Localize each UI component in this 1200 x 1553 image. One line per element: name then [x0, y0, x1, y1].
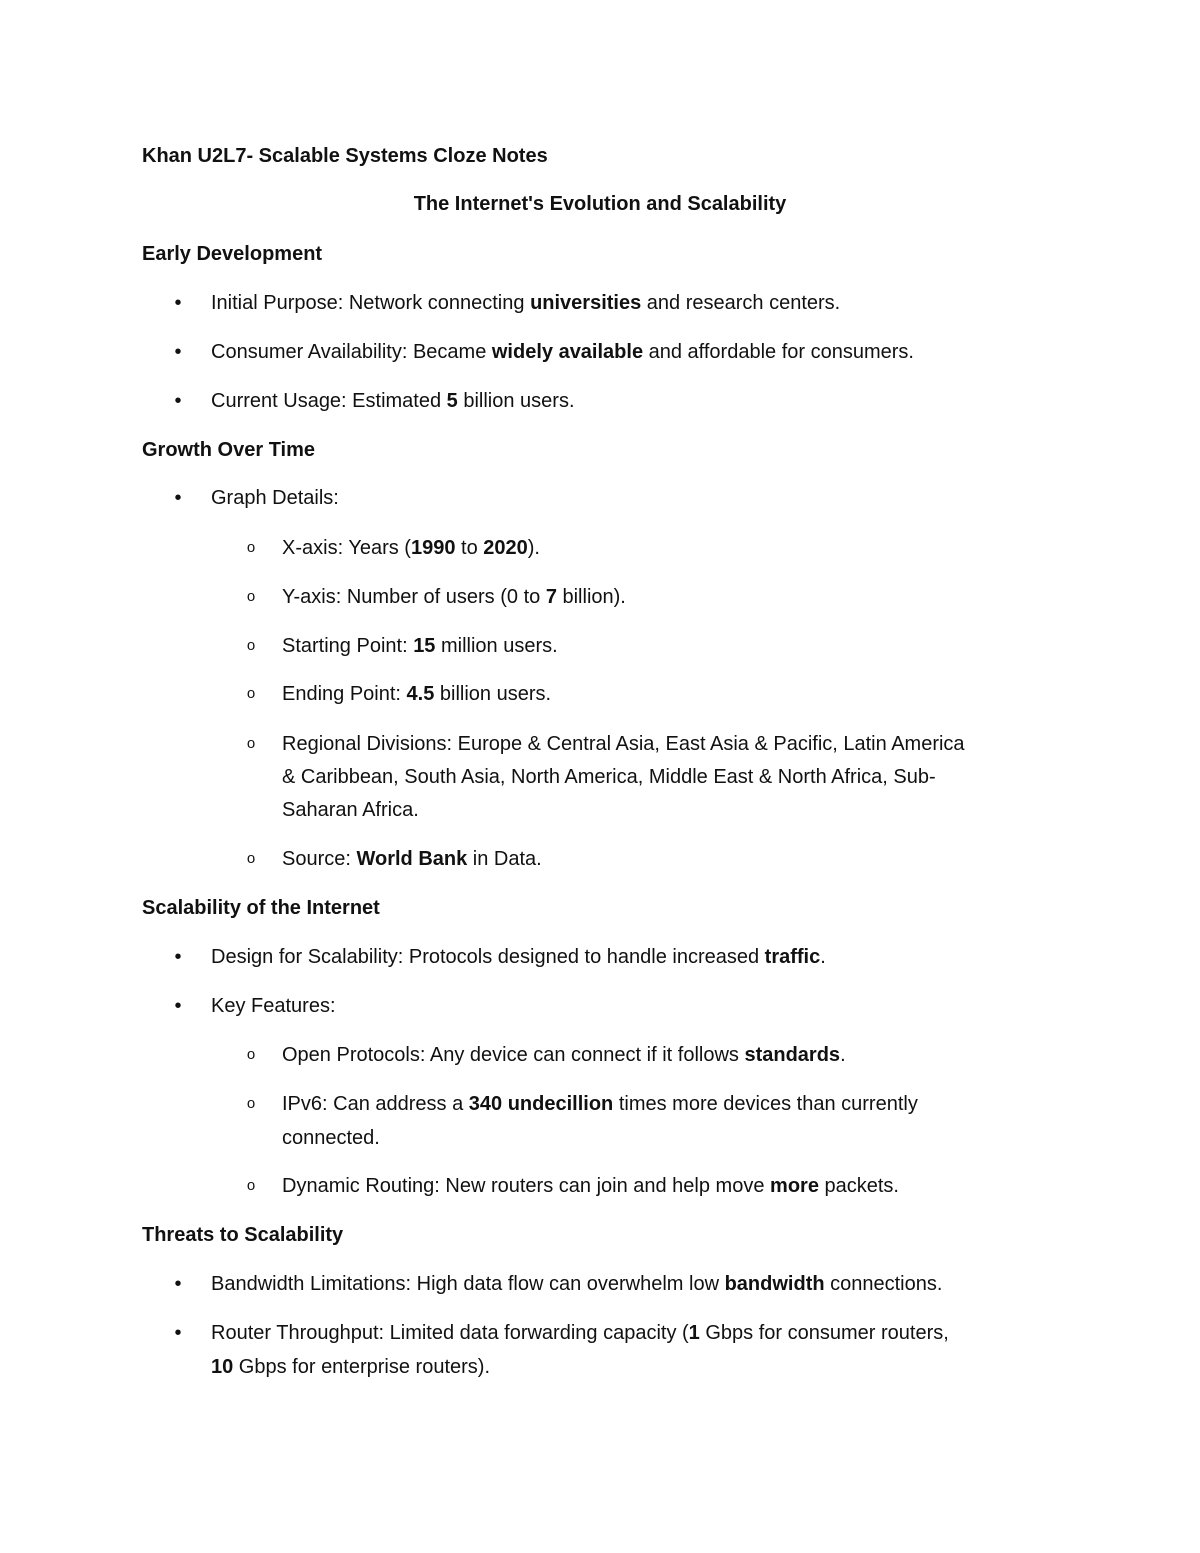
text: and research centers. — [641, 292, 841, 314]
cloze-answer: universities — [530, 292, 642, 314]
text: ). — [527, 537, 540, 559]
sub-list-item — [282, 1038, 846, 1072]
sub-bullet-circle: o — [246, 1095, 256, 1112]
sub-bullet-circle: o — [246, 588, 256, 605]
list-item — [211, 335, 914, 369]
text: Gbps for enterprise routers). — [233, 1356, 491, 1378]
cloze-answer: 340 undecillion — [468, 1093, 614, 1115]
document-title: Khan U2L7- Scalable Systems Cloze Notes — [142, 145, 548, 167]
sub-bullet-circle: o — [246, 539, 256, 556]
text: Y-axis: Number of users (0 to — [282, 586, 546, 608]
sub-bullet-circle: o — [246, 1046, 256, 1063]
sub-bullet-circle: o — [246, 1177, 256, 1194]
text: connections. — [824, 1273, 943, 1295]
text: Ending Point: — [282, 683, 407, 705]
text: Consumer Availability: Became — [211, 341, 492, 363]
text: Current Usage: Estimated — [211, 390, 447, 412]
bullet-dot: • — [174, 487, 182, 509]
text: billion users. — [457, 390, 575, 412]
list-item — [211, 384, 575, 418]
sub-bullet-circle: o — [246, 850, 256, 867]
bullet-dot: • — [174, 1322, 182, 1344]
sub-bullet-circle: o — [246, 685, 256, 702]
bullet-dot: • — [174, 292, 182, 314]
text: IPv6: Can address a — [282, 1093, 469, 1115]
text: Starting Point: — [282, 635, 414, 657]
sub-list-item — [282, 531, 540, 565]
list-item — [211, 1267, 942, 1301]
section-heading-growth-over-time: Growth Over Time — [142, 439, 316, 461]
cloze-answer: 10 — [211, 1356, 234, 1378]
cloze-answer: widely available — [491, 341, 644, 363]
cloze-answer: bandwidth — [724, 1273, 825, 1295]
text: Bandwidth Limitations: High data flow can overwhelm low — [211, 1273, 725, 1295]
bullet-dot: • — [174, 995, 182, 1017]
text: times more devices than currently — [613, 1093, 918, 1115]
cloze-answer: 7 — [545, 586, 557, 608]
text: . — [840, 1044, 846, 1066]
list-item — [211, 1316, 949, 1350]
bullet-dot: • — [174, 946, 182, 968]
bullet-dot: • — [174, 1273, 182, 1295]
sub-list-item-line: & Caribbean, South Asia, North America, Middle East & North Africa, Sub- — [282, 766, 936, 788]
sub-list-item — [282, 677, 551, 711]
text: billion). — [556, 586, 626, 608]
cloze-answer: 1 — [688, 1322, 700, 1344]
cloze-answer: 4.5 — [406, 683, 435, 705]
cloze-answer: World Bank — [356, 848, 468, 870]
section-heading-scalability: Scalability of the Internet — [142, 897, 380, 919]
sub-list-item-line: Regional Divisions: Europe & Central Asia, East Asia & Pacific, Latin America — [282, 733, 965, 755]
section-heading-threats: Threats to Scalability — [142, 1224, 344, 1246]
bullet-dot: • — [174, 390, 182, 412]
text: Design for Scalability: Protocols designed to handle increased — [211, 946, 765, 968]
sub-list-item — [282, 580, 626, 614]
list-item: Graph Details: — [211, 487, 339, 509]
text: billion users. — [434, 683, 552, 705]
sub-bullet-circle: o — [246, 637, 256, 654]
list-item — [211, 286, 840, 320]
cloze-answer: 1990 — [410, 537, 456, 559]
text: and affordable for consumers. — [643, 341, 914, 363]
sub-bullet-circle: o — [246, 735, 256, 752]
document-subtitle: The Internet's Evolution and Scalability — [413, 193, 787, 215]
sub-list-item — [282, 1169, 899, 1203]
section-heading-early-development: Early Development — [142, 243, 323, 265]
sub-list-item — [282, 1087, 918, 1121]
sub-list-item-line: connected. — [282, 1127, 380, 1149]
sub-list-item-line: Saharan Africa. — [282, 799, 419, 821]
text: in Data. — [467, 848, 542, 870]
text: Source: — [282, 848, 357, 870]
cloze-answer: standards — [744, 1044, 841, 1066]
text: Router Throughput: Limited data forwarding capacity ( — [211, 1322, 689, 1344]
list-item — [211, 940, 826, 974]
text: million users. — [435, 635, 558, 657]
sub-list-item — [282, 842, 542, 876]
sub-list-item — [282, 629, 558, 663]
text: . — [820, 946, 826, 968]
cloze-answer: more — [770, 1175, 819, 1197]
cloze-answer: 2020 — [483, 537, 528, 559]
text: to — [455, 537, 484, 559]
text: Gbps for consumer routers, — [699, 1322, 949, 1344]
text: Open Protocols: Any device can connect if it follows — [282, 1044, 745, 1066]
cloze-answer: traffic — [764, 946, 821, 968]
list-item: Key Features: — [211, 995, 336, 1017]
list-item-line — [211, 1350, 490, 1384]
bullet-dot: • — [174, 341, 182, 363]
text: packets. — [818, 1175, 899, 1197]
cloze-answer: 5 — [446, 390, 458, 412]
text: Dynamic Routing: New routers can join and help move — [282, 1175, 771, 1197]
text: X-axis: Years ( — [282, 537, 411, 559]
text: Initial Purpose: Network connecting — [211, 292, 531, 314]
cloze-answer: 15 — [413, 635, 436, 657]
